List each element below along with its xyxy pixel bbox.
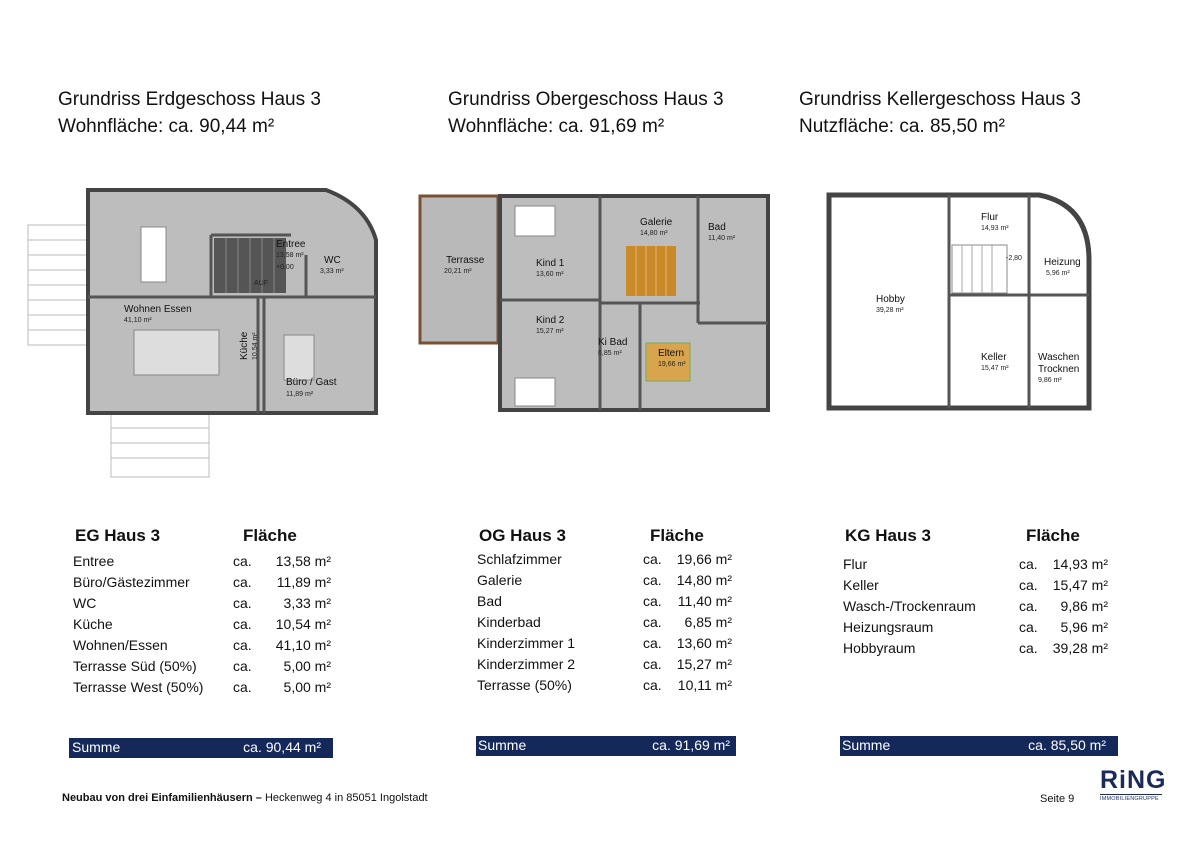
kg-summary-bar: [840, 736, 1118, 756]
table-row: [73, 553, 343, 574]
row-value: 6,85 m²: [684, 614, 732, 630]
row-ca: ca.: [1019, 598, 1038, 614]
row-name: Bad: [477, 593, 502, 609]
row-ca: ca.: [1019, 619, 1038, 635]
row-value: 10,54 m²: [275, 616, 331, 632]
table-row: [477, 656, 747, 677]
row-ca: ca.: [643, 614, 662, 630]
kg-area-flur: 14,93 m²: [981, 225, 1009, 232]
row-ca: ca.: [1019, 577, 1038, 593]
og-table-heading: OG Haus 3: [479, 526, 566, 545]
eg-label-buero: Büro / Gast: [286, 377, 337, 388]
kg-area-heizung: 5,96 m²: [1046, 270, 1070, 277]
footer-bold: Neubau von drei Einfamilienhäusern –: [62, 792, 262, 804]
row-name: Hobbyraum: [843, 640, 916, 656]
table-row: [477, 614, 747, 635]
row-value: 19,66 m²: [676, 551, 732, 567]
footer-text: [62, 792, 428, 804]
table-row: [477, 677, 747, 698]
eg-label-wohnen: Wohnen Essen: [124, 304, 192, 315]
og-label-kind1: Kind 1: [536, 258, 565, 269]
row-value: 9,86 m²: [1060, 598, 1108, 614]
row-name: Kinderbad: [477, 614, 541, 630]
eg-area-wohnen: 41,10 m²: [124, 317, 152, 324]
og-area-kind2: 15,27 m²: [536, 328, 564, 335]
eg-summary-bar: [69, 738, 333, 758]
table-row: [73, 637, 343, 658]
kg-sum-value: ca. 85,50 m²: [1028, 737, 1106, 753]
row-ca: ca.: [1019, 556, 1038, 572]
og-area-kind1: 13,60 m²: [536, 271, 564, 278]
row-name: Kinderzimmer 2: [477, 656, 576, 672]
table-row: [477, 635, 747, 656]
eg-label-wc: WC: [324, 255, 341, 266]
og-area-terrasse: 20,21 m²: [444, 268, 472, 275]
eg-area-table: [73, 526, 333, 696]
row-name: WC: [73, 595, 97, 611]
logo-tagline: IMMOBILIENGRUPPE: [1100, 794, 1162, 802]
row-value: 5,96 m²: [1060, 619, 1108, 635]
kg-staircase: [952, 245, 1007, 293]
row-name: Heizungsraum: [843, 619, 934, 635]
eg-title-block: [58, 86, 321, 140]
kg-table-heading: KG Haus 3: [845, 526, 931, 545]
row-value: 15,47 m²: [1052, 577, 1108, 593]
row-name: Keller: [843, 577, 879, 593]
row-value: 41,10 m²: [275, 637, 331, 653]
kg-title-block: [799, 86, 1081, 140]
kg-label-heizung: Heizung: [1044, 257, 1081, 268]
row-value: 11,40 m²: [677, 593, 732, 609]
og-label-kibad: Ki Bad: [598, 337, 628, 348]
og-label-eltern: Eltern: [658, 348, 685, 359]
sofa: [134, 330, 219, 375]
row-value: 14,93 m²: [1052, 556, 1108, 572]
og-summary-bar: [476, 736, 736, 756]
row-name: Terrasse (50%): [477, 677, 572, 693]
og-label-kind2: Kind 2: [536, 315, 565, 326]
kg-area-keller: 15,47 m²: [981, 365, 1009, 372]
table-row: [843, 640, 1113, 661]
kg-area-table: [843, 526, 1113, 696]
row-name: Terrasse West (50%): [73, 679, 204, 695]
row-ca: ca.: [1019, 640, 1038, 656]
terrace-west: [28, 225, 88, 345]
table-row: [73, 574, 343, 595]
og-plan-subtitle: Wohnfläche: ca. 91,69 m²: [448, 116, 665, 137]
og-label-bad: Bad: [708, 222, 726, 233]
eg-table-heading: EG Haus 3: [75, 526, 161, 545]
eg-area-buero: 11,89 m²: [286, 391, 314, 398]
kg-table-col: Fläche: [1026, 526, 1080, 545]
page-number: Seite 9: [1040, 793, 1075, 805]
logo-name: RiNG: [1100, 766, 1167, 794]
row-ca: ca.: [233, 553, 252, 569]
og-area-table: [477, 526, 737, 696]
table-row: [843, 598, 1113, 619]
kg-label-keller: Keller: [981, 352, 1007, 363]
og-label-terrasse: Terrasse: [446, 255, 485, 266]
table-row: [73, 616, 343, 637]
eg-sum-value: ca. 90,44 m²: [243, 739, 321, 755]
row-value: 13,58 m²: [275, 553, 331, 569]
kind1-bed: [515, 206, 555, 236]
og-sum-label: Summe: [478, 737, 527, 753]
row-ca: ca.: [233, 679, 252, 695]
eg-stair-direction: AUF: [254, 280, 268, 287]
guest-bed: [284, 335, 314, 380]
row-name: Küche: [73, 616, 113, 632]
table-row: [843, 577, 1113, 598]
row-value: 13,60 m²: [676, 635, 732, 651]
og-sum-value: ca. 91,69 m²: [652, 737, 730, 753]
og-label-galerie: Galerie: [640, 217, 673, 228]
table-row: [477, 572, 747, 593]
kg-level: -2,80: [1006, 255, 1022, 262]
row-ca: ca.: [643, 656, 662, 672]
row-ca: ca.: [643, 593, 662, 609]
kg-floor-plan: [824, 190, 1094, 412]
og-staircase: [626, 246, 676, 296]
row-name: Entree: [73, 553, 115, 569]
og-area-galerie: 14,80 m²: [640, 230, 668, 237]
row-ca: ca.: [233, 616, 252, 632]
row-name: Wasch-/Trockenraum: [843, 598, 976, 614]
table-row: [73, 658, 343, 679]
og-floor-plan: [400, 188, 772, 414]
ring-logo: [1100, 766, 1167, 802]
row-value: 15,27 m²: [676, 656, 732, 672]
eg-level-entree: +0,00: [276, 264, 294, 271]
eg-area-wc: 3,33 m²: [320, 268, 344, 275]
dining-table: [141, 227, 166, 282]
kg-label-waschen: Waschen: [1038, 352, 1080, 363]
kg-sum-label: Summe: [842, 737, 891, 753]
kg-area-waschen: 9,86 m²: [1038, 377, 1062, 384]
table-row: [477, 551, 747, 572]
table-row: [477, 593, 747, 614]
row-value: 5,00 m²: [283, 658, 331, 674]
row-ca: ca.: [643, 572, 662, 588]
og-table-col: Fläche: [650, 526, 704, 545]
eg-sum-label: Summe: [72, 739, 121, 755]
kg-plan-subtitle: Nutzfläche: ca. 85,50 m²: [799, 116, 1005, 137]
eg-label-entree: Entree: [276, 239, 306, 250]
footer-address: Heckenweg 4 in 85051 Ingolstadt: [261, 792, 428, 804]
row-ca: ca.: [643, 635, 662, 651]
row-name: Galerie: [477, 572, 523, 588]
table-row: [843, 619, 1113, 640]
og-plan-title: Grundriss Obergeschoss Haus 3: [448, 89, 724, 110]
row-name: Kinderzimmer 1: [477, 635, 576, 651]
row-name: Wohnen/Essen: [73, 637, 168, 653]
row-value: 3,33 m²: [283, 595, 331, 611]
row-ca: ca.: [643, 551, 662, 567]
row-ca: ca.: [233, 574, 252, 590]
eg-floor-plan: [26, 185, 382, 480]
og-area-eltern: 19,66 m²: [658, 361, 686, 368]
terrace-south: [111, 413, 209, 477]
og-title-block: [448, 86, 724, 140]
table-row: [843, 556, 1113, 577]
row-value: 5,00 m²: [283, 679, 331, 695]
eg-plan-title: Grundriss Erdgeschoss Haus 3: [58, 89, 321, 110]
eg-area-entree: 13,58 m²: [276, 252, 304, 259]
kg-plan-title: Grundriss Kellergeschoss Haus 3: [799, 89, 1081, 110]
table-row: [73, 679, 343, 700]
row-value: 10,11 m²: [677, 677, 732, 693]
row-ca: ca.: [233, 658, 252, 674]
kg-area-hobby: 39,28 m²: [876, 307, 904, 314]
row-ca: ca.: [233, 637, 252, 653]
row-name: Terrasse Süd (50%): [73, 658, 197, 674]
eg-label-kueche: Küche: [239, 331, 250, 360]
row-value: 39,28 m²: [1052, 640, 1108, 656]
row-ca: ca.: [233, 595, 252, 611]
eg-area-kueche: 10,54 m²: [252, 332, 259, 360]
kg-label-trocknen: Trocknen: [1038, 364, 1080, 375]
row-ca: ca.: [643, 677, 662, 693]
row-name: Büro/Gästezimmer: [73, 574, 190, 590]
row-name: Flur: [843, 556, 868, 572]
eg-plan-subtitle: Wohnfläche: ca. 90,44 m²: [58, 116, 275, 137]
og-area-kibad: 6,85 m²: [598, 350, 622, 357]
eg-table-col: Fläche: [243, 526, 297, 545]
row-value: 11,89 m²: [276, 574, 331, 590]
kind2-bed: [515, 378, 555, 406]
og-area-bad: 11,40 m²: [708, 235, 736, 242]
row-value: 14,80 m²: [676, 572, 732, 588]
table-row: [73, 595, 343, 616]
kg-label-hobby: Hobby: [876, 294, 905, 305]
row-name: Schlafzimmer: [477, 551, 562, 567]
kg-label-flur: Flur: [981, 212, 999, 223]
